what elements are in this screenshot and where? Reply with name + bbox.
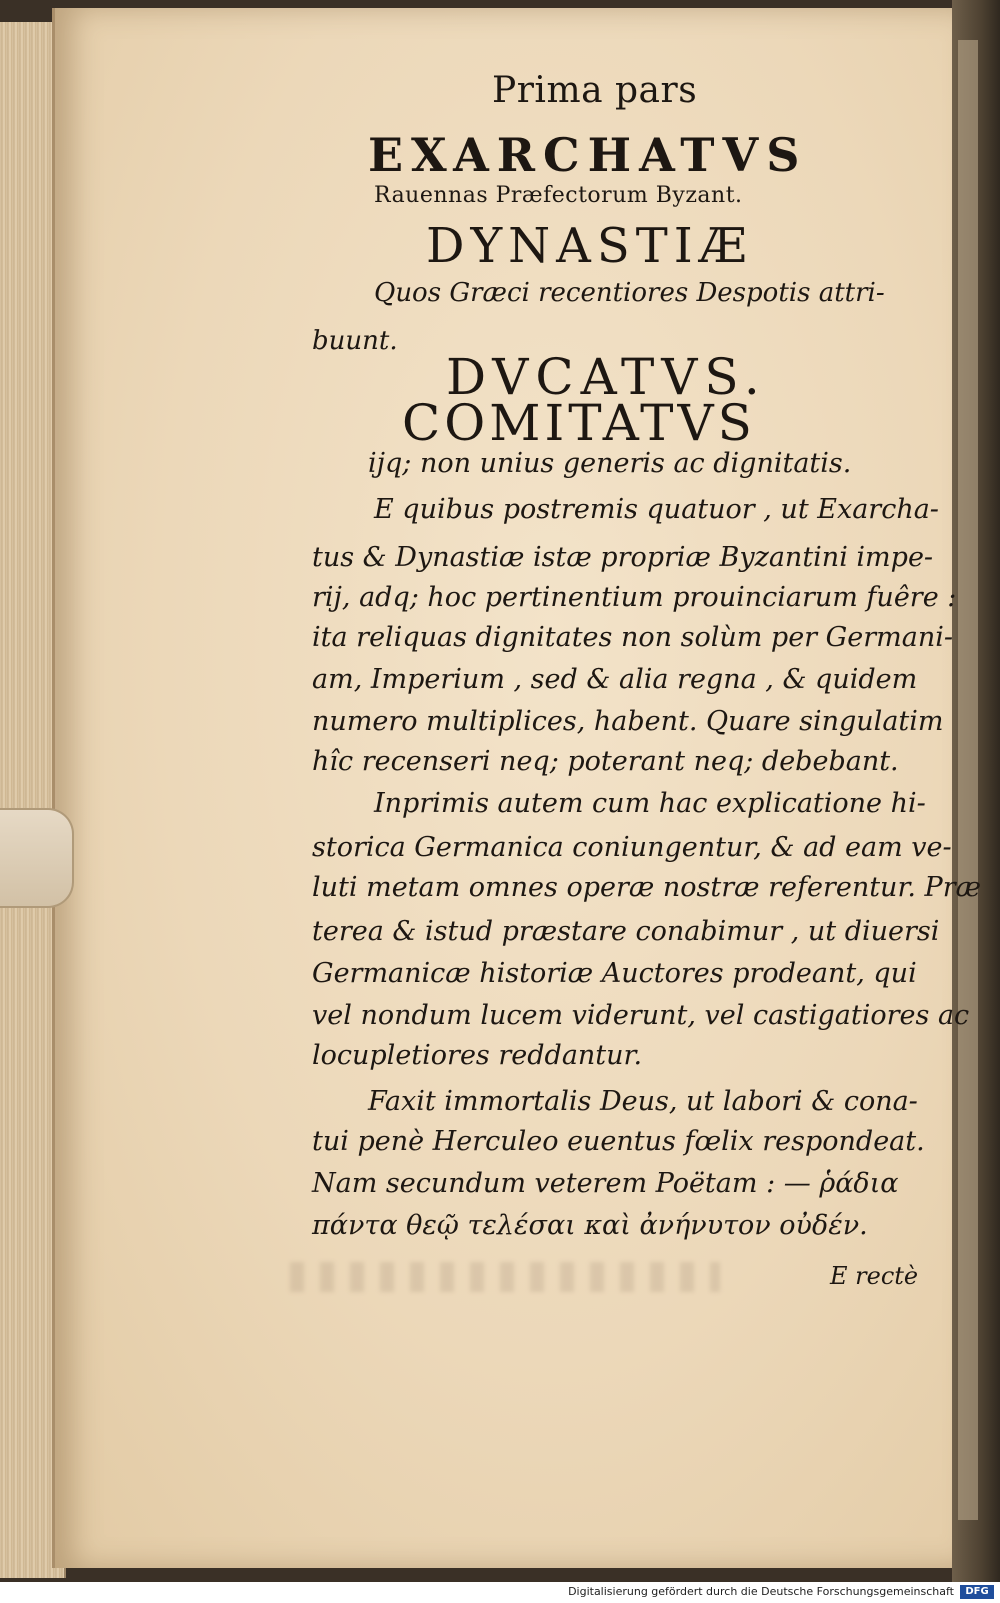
- text-line: Germanicæ historiæ Auctores prodeant, qui: [312, 958, 917, 989]
- footer-credit: Digitalisierung gefördert durch die Deutsche Forschungsgemeinschaft: [568, 1585, 954, 1598]
- dfg-logo: DFG: [960, 1585, 994, 1599]
- facing-page-edge: [952, 0, 1000, 1582]
- ink-bleed-through: [290, 1262, 720, 1292]
- text-line: Faxit immortalis Deus, ut labori & cona-: [368, 1086, 918, 1117]
- heading-comitatus: COMITATVS: [402, 394, 756, 452]
- book-clasp: [0, 808, 74, 908]
- facing-sheet: [958, 40, 978, 1520]
- text-line: terea & istud præstare conabimur , ut diuersi: [312, 916, 940, 947]
- text-line: storica Germanica coniungentur, & ad eam ve-: [312, 832, 952, 863]
- footer-bar: [0, 1582, 1000, 1603]
- running-head: Prima pars: [492, 70, 698, 111]
- text-line: rij, adq; hoc pertinentium prouinciarum fuêre :: [312, 582, 957, 613]
- heading-ducatus: DVCATVS.: [446, 348, 767, 406]
- text-line: tus & Dynastiæ istæ propriæ Byzantini impe-: [312, 542, 934, 573]
- text-line: locupletiores reddantur.: [312, 1040, 643, 1071]
- text-line: buunt.: [312, 326, 398, 356]
- text-line: am, Imperium , sed & alia regna , & quidem: [312, 664, 918, 695]
- text-line: Inprimis autem cum hac explicatione hi-: [374, 788, 926, 819]
- catchword: E rectè: [830, 1262, 919, 1290]
- heading-dynastiae: DYNASTIÆ: [426, 218, 753, 274]
- text-line: E quibus postremis quatuor , ut Exarcha-: [374, 494, 939, 525]
- text-line: numero multiplices, habent. Quare singulatim: [312, 706, 944, 737]
- heading-exarchatus: EXARCHATVS: [368, 128, 808, 182]
- text-line: Quos Græci recentiores Despotis attri-: [374, 278, 885, 308]
- text-line: luti metam omnes operæ nostræ referentur. Præ: [312, 872, 982, 903]
- text-line: ita reliquas dignitates non solùm per Germani-: [312, 622, 953, 653]
- subheading-ravennas: Rauennas Præfectorum Byzant.: [374, 183, 743, 208]
- text-line: hîc recenseri neq; poterant neq; debebant.: [312, 746, 899, 777]
- text-line: ijq; non unius generis ac dignitatis.: [368, 448, 852, 479]
- text-line: πάντα θεῷ τελέσαι καὶ ἀνήνυτον οὐδέν.: [312, 1210, 868, 1241]
- text-line: vel nondum lucem viderunt, vel castigatiores ac: [312, 1000, 970, 1031]
- text-line: tui penè Herculeo euentus fœlix respondeat.: [312, 1126, 925, 1157]
- text-line: Nam secundum veterem Poëtam : — ῥάδια: [312, 1168, 899, 1199]
